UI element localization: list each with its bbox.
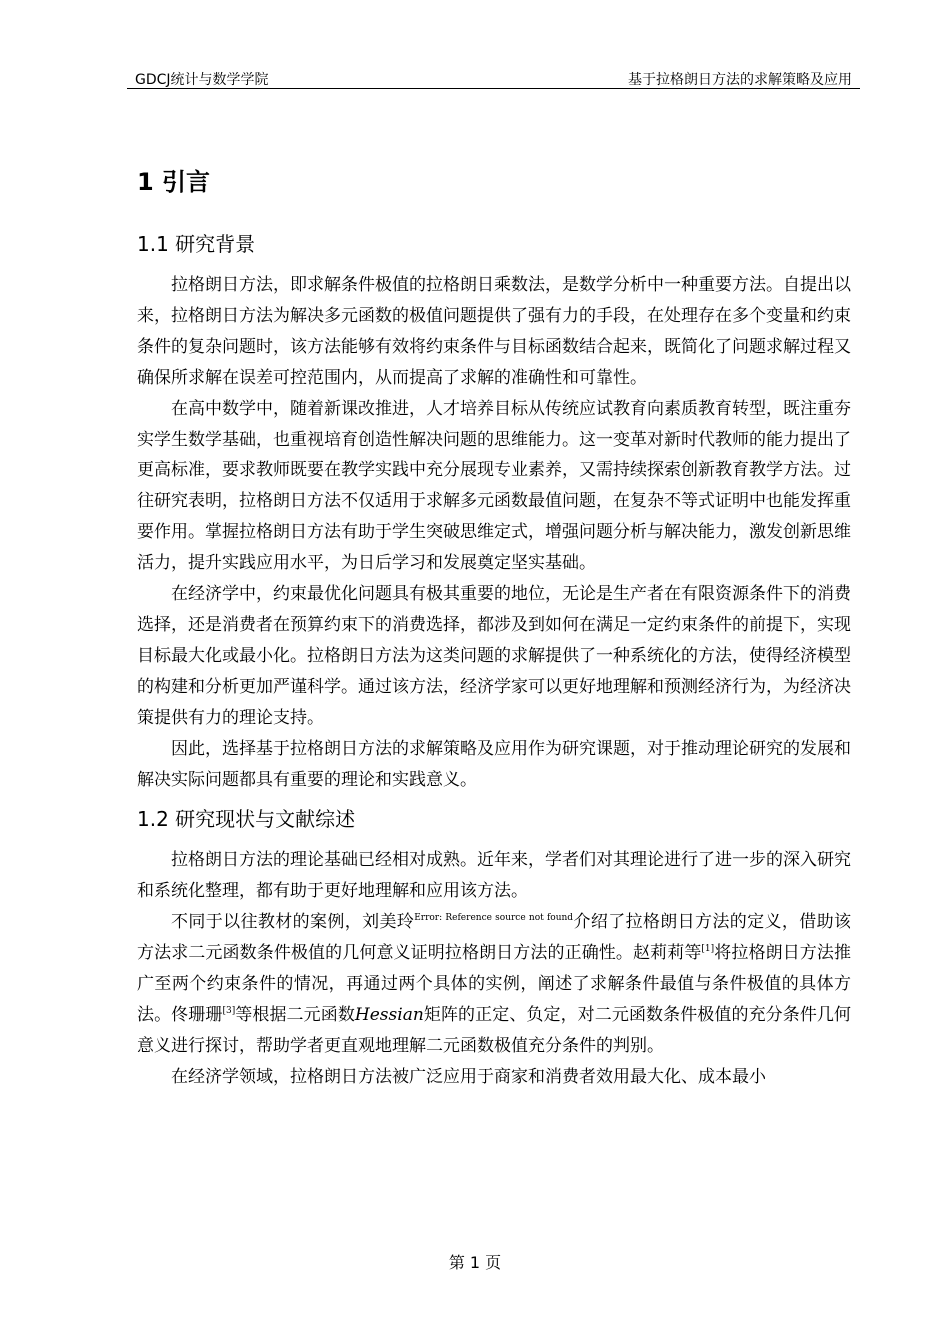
paragraph: 拉格朗日方法，即求解条件极值的拉格朗日乘数法，是数学分析中一种重要方法。自提出以来，拉格朗日方法为解决多元函数的极值问题提供了强有力的手段，在处理存在多个变量和约束条件的复杂问题时，该方法能够有效将约束条件与目标函数结合起来，既简化了问题求解过程又确保所求解在误差可控范围内，从而提高了求解的准确性和可靠性。 (137, 275, 851, 388)
text-run: 等根据二元函数 (235, 1004, 355, 1025)
paragraph: 在经济学中，约束最优化问题具有极其重要的地位，无论是生产者在有限资源条件下的消费选择，还是消费者在预算约束下的消费选择，都涉及到如何在满足一定约束条件的前提下，实现目标最大化或最小化。拉格朗日方法为这类问题的求解提供了一种系统化的方法，使得经济模型的构建和分析更加严谨科学。通过该方法，经济学家可以更好地理解和预测经济行为，为经济决策提供有力的理论支持。 (137, 584, 851, 728)
header-institution: GDCJ统计与数学学院 (135, 72, 269, 88)
text-run: 不同于以往教材的案例，刘美玲 (171, 912, 415, 933)
header-thesis-title: 基于拉格朗日方法的求解策略及应用 (628, 72, 852, 88)
citation-error: Error: Reference source not found (414, 913, 574, 924)
section-title-background: 1.1 研究背景 (137, 232, 256, 256)
text-run: 矩阵的正定、负定，对二元函数条件极值的充分条件几何意义进行探讨，帮助学者更直观地理解二元函数极值充分条件的判别。 (137, 1004, 852, 1056)
paragraph-with-citations (137, 907, 851, 1062)
hessian-term: Hessian (354, 1004, 424, 1025)
page-content (137, 162, 851, 1093)
paragraph: 拉格朗日方法的理论基础已经相对成熟。近年来，学者们对其理论进行了进一步的深入研究和系统化整理，都有助于更好地理解和应用该方法。 (137, 850, 851, 902)
text-run: 介绍了拉格朗日方法的定义，借助该方法求二元函数条件极值的几何意义证明拉格朗日方法的正确性。赵莉莉等 (137, 912, 852, 964)
citation-ref: [3] (222, 1005, 236, 1016)
citation-ref: [1] (701, 944, 715, 955)
text-run: 将拉格朗日方法推广至两个约束条件的情况，再通过两个具体的实例，阐述了求解条件最值与条件极值的具体方法。佟珊珊 (137, 943, 852, 1025)
paragraph: 因此，选择基于拉格朗日方法的求解策略及应用作为研究课题，对于推动理论研究的发展和解决实际问题都具有重要的理论和实践意义。 (137, 738, 851, 790)
paragraph: 在高中数学中，随着新课改推进，人才培养目标从传统应试教育向素质教育转型，既注重夯实学生数学基础，也重视培育创造性解决问题的思维能力。这一变革对新时代教师的能力提出了更高标准，要求教师既要在教学实践中充分展现专业素养，又需持续探索创新教育教学方法。过往研究表明，拉格朗日方法不仅适用于求解多元函数最值问题，在复杂不等式证明中也能发挥重要作用。掌握拉格朗日方法有助于学生突破思维定式，增强问题分析与解决能力，激发创新思维活力，提升实践应用水平，为日后学习和发展奠定坚实基础。 (137, 398, 851, 574)
chapter-title: 1 引言 (137, 168, 211, 196)
page-header (127, 68, 860, 89)
paragraph: 在经济学领域，拉格朗日方法被广泛应用于商家和消费者效用最大化、成本最小 (171, 1066, 766, 1087)
section-title-literature: 1.2 研究现状与文献综述 (137, 807, 356, 832)
page-number: 第 1 页 (448, 1253, 502, 1272)
